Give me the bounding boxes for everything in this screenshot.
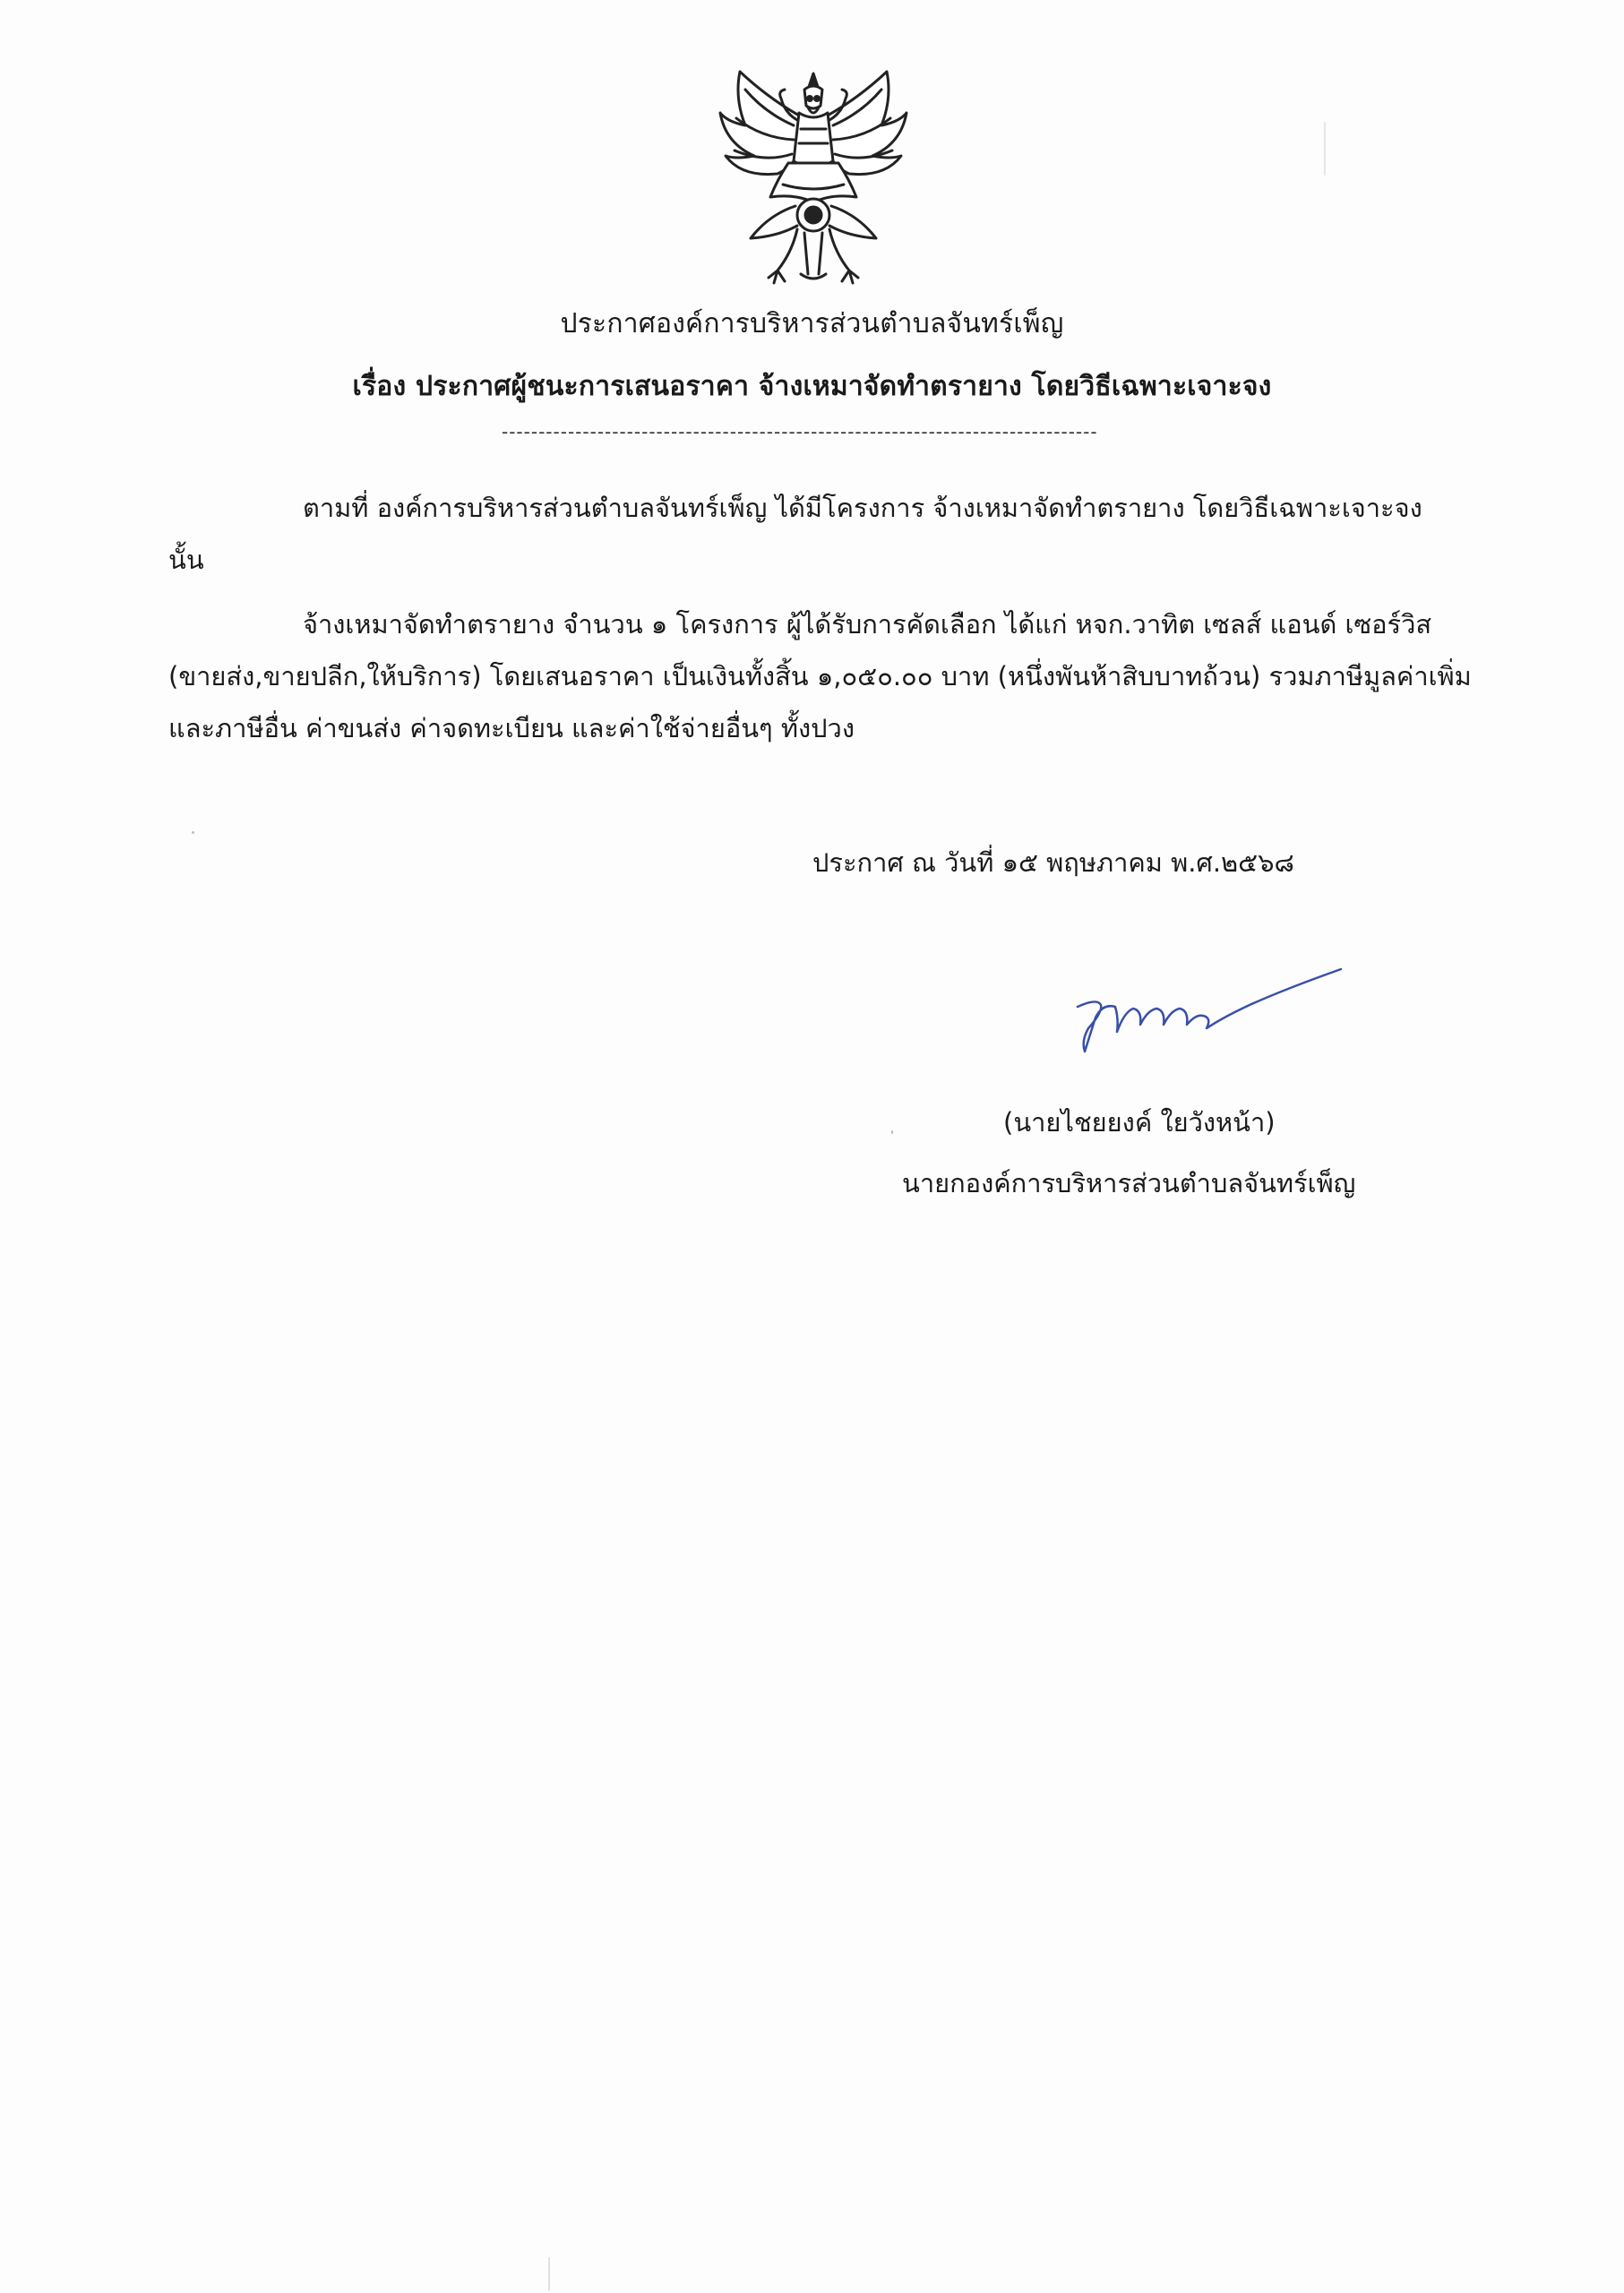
signer-name: (นายไชยยงค์ ใยวังหน้า) bbox=[1003, 1107, 1276, 1138]
body-paragraph-2: จ้างเหมาจัดทำตรายาง จำนวน ๑ โครงการ ผู้ได้รับการคัดเลือก ได้แก่ หจก.วาทิต เซลส์ แอนด์ เซอร์วิส (ขายส่ง,ขายปลีก,ให้บริการ) โดยเสนอราคา เป็นเงินทั้งสิ้น ๑,๐๕๐.๐๐ บาท (หนึ่งพันห้าสิบบาทถ้วน) รวมภาษีมูลค่าเพิ่มและภาษีอื่น ค่าขนส่ง ค่าจดทะเบียน และค่าใช้จ่ายอื่นๆ ทั้งปวง bbox=[168, 609, 1472, 743]
document-subject: เรื่อง ประกาศผู้ชนะการเสนอราคา จ้างเหมาจัดทำตรายาง โดยวิธีเฉพาะเจาะจง bbox=[352, 371, 1272, 402]
announcement-date: ประกาศ ณ วันที่ ๑๕ พฤษภาคม พ.ศ.๒๕๖๘ bbox=[812, 847, 1294, 878]
scan-speck bbox=[891, 1130, 893, 1134]
scan-speck bbox=[192, 831, 194, 834]
divider-line: --------------------------------------------------------------------------------- bbox=[502, 423, 1098, 441]
garuda-emblem bbox=[715, 63, 912, 291]
body-paragraph-1: ตามที่ องค์การบริหารส่วนตำบลจันทร์เพ็ญ ได้มีโครงการ จ้างเหมาจัดทำตรายาง โดยวิธีเฉพาะเจาะจง นั้น bbox=[168, 493, 1422, 575]
handwritten-signature bbox=[1061, 966, 1348, 1073]
document-title: ประกาศองค์การบริหารส่วนตำบลจันทร์เพ็ญ bbox=[560, 308, 1064, 339]
scan-speck bbox=[548, 2257, 550, 2291]
scan-speck bbox=[1324, 122, 1326, 176]
signer-title: นายกองค์การบริหารส่วนตำบลจันทร์เพ็ญ bbox=[902, 1168, 1356, 1198]
